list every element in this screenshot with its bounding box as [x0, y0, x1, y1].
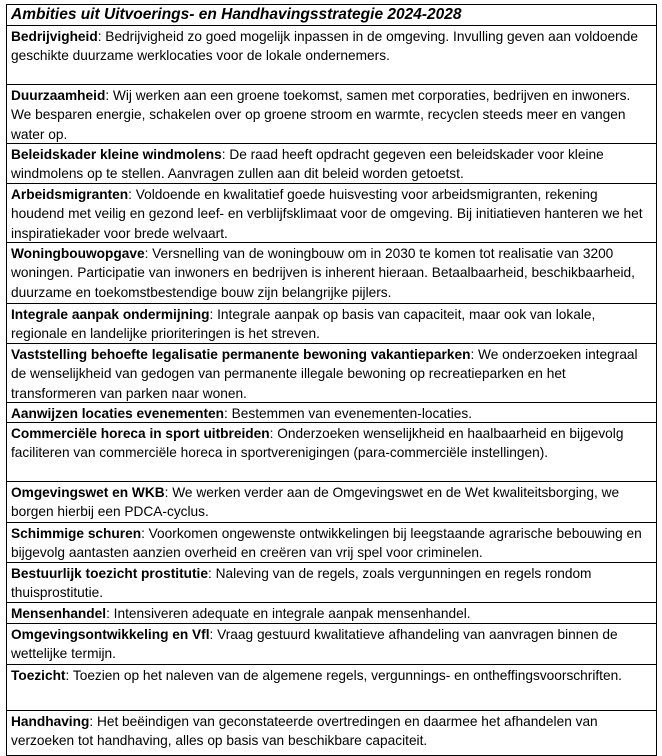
table-row	[7, 26, 656, 85]
row-label: Commerciële horeca in sport uitbreiden	[11, 426, 270, 441]
row-label: Integrale aanpak ondermijning	[11, 307, 210, 322]
row-text: : We onderzoeken integraal de wenselijkheid van gedogen van permanente illegale bewoning op recreatieparken en het transformeren van parken naar wonen.	[11, 347, 638, 401]
row-text: : Wij werken aan een groene toekomst, samen met corporaties, bedrijven en inwoners. We besparen energie, schakelen over op groene stroom en warmte, recyclen steeds meer en vangen water op.	[11, 88, 631, 142]
row-text: : Toezien op het naleven van de algemene regels, vergunnings- en ontheffingsvoorschriften.	[65, 668, 622, 683]
row-text: : Vraag gestuurd kwalitatieve afhandeling van aanvragen binnen de wettelijke termijn.	[11, 627, 618, 662]
row-text: : Bestemmen van evenementen-locaties.	[224, 406, 473, 421]
table-row	[7, 523, 656, 563]
table-row	[7, 243, 656, 304]
row-text: : Voorkomen ongewenste ontwikkelingen bij leegstaande agrarische bebouwing en bijgevolg aantasten aanzien overheid en creëren van vrij spel voor criminelen.	[11, 526, 642, 561]
row-label: Mensenhandel	[11, 606, 107, 621]
row-text: : Voldoende en kwalitatief goede huisvesting voor arbeidsmigranten, rekening houdend met veilig en gezond leef- en verblijfsklimaat voor de omgeving. Bij initiatieven hanteren we het inspiratiekader voor brede welvaart.	[11, 187, 643, 241]
table-row	[7, 144, 656, 184]
row-text: : Versnelling van de woningbouw om in 2030 te komen tot realisatie van 3200 woningen. Participatie van inwoners en bedrijven is inherent hieraan. Betaalbaarheid, beschikbaarheid, duurzame en toekomstbestendige bouw zijn belangrijke pijlers.	[11, 246, 635, 300]
row-text: : We werken verder aan de Omgevingswet en de Wet kwaliteitsborging, we borgen hierbij een PDCA-cyclus.	[11, 485, 620, 520]
row-text: : Naleving van de regels, zoals vergunningen en regels rondom thuisprostitutie.	[11, 566, 592, 601]
table-row	[7, 403, 656, 423]
row-text: : Bedrijvigheid zo goed mogelijk inpassen in de omgeving. Invulling geven aan voldoende geschikte duurzame werklocaties voor de lokale ondernemers.	[11, 29, 638, 64]
table-row	[7, 423, 656, 482]
row-label: Aanwijzen locaties evenementen	[11, 406, 224, 421]
ambities-table	[6, 4, 657, 756]
table-row	[7, 344, 656, 403]
row-label: Beleidskader kleine windmolens	[11, 147, 222, 162]
row-label: Omgevingsontwikkeling en Vfl	[11, 627, 210, 642]
row-label: Omgevingswet en WKB	[11, 485, 165, 500]
row-text: : Intensiveren adequate en integrale aanpak mensenhandel.	[106, 606, 471, 621]
row-label: Vaststelling behoefte legalisatie permanente bewoning vakantieparken	[11, 347, 471, 362]
table-row	[7, 563, 656, 603]
table-row	[7, 85, 656, 144]
row-label: Handhaving	[11, 714, 90, 729]
table-row	[7, 624, 656, 665]
row-text: : Integrale aanpak op basis van capaciteit, maar ook van lokale, regionale en landelijke prioriteringen is het streven.	[11, 307, 596, 342]
row-label: Bestuurlijk toezicht prostitutie	[11, 566, 208, 581]
row-text: : Onderzoeken wenselijkheid en haalbaarheid en bijgevolg faciliteren van commerciële horeca in sportverenigingen (para-commerciële instellingen).	[11, 426, 624, 461]
row-label: Schimmige schuren	[11, 526, 142, 541]
table-row	[7, 665, 656, 711]
table-row	[7, 711, 656, 755]
table-row	[7, 184, 656, 243]
row-label: Woningbouwopgave	[11, 246, 145, 261]
row-text: : Het beëindigen van geconstateerde overtredingen en daarmee het afhandelen van verzoeken tot handhaving, alles op basis van beschikbare capaciteit.	[11, 714, 598, 749]
row-text: : De raad heeft opdracht gegeven een beleidskader voor kleine windmolens op te stellen. Aanvragen zullen aan dit beleid worden getoetst.	[11, 147, 604, 182]
row-label: Toezicht	[11, 668, 66, 683]
table-row	[7, 304, 656, 344]
table-row	[7, 482, 656, 523]
table-row	[7, 603, 656, 624]
table-title: Ambities uit Uitvoerings- en Handhavingsstrategie 2024-2028	[7, 5, 656, 26]
row-label: Duurzaamheid	[11, 88, 106, 103]
row-label: Arbeidsmigranten	[11, 187, 129, 202]
row-label: Bedrijvigheid	[11, 29, 98, 44]
